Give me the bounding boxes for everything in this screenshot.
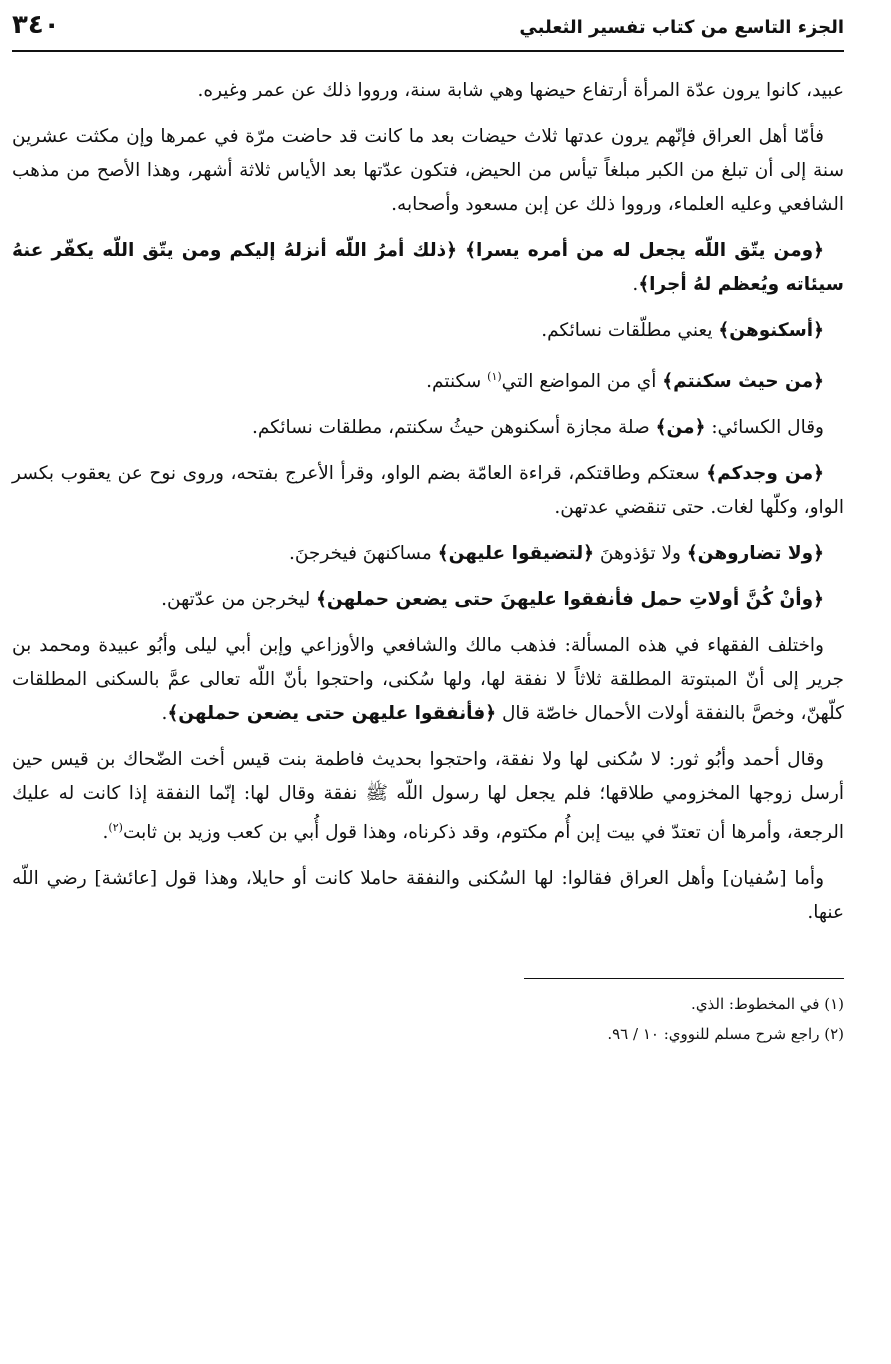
body-text [12,74,844,930]
footnote-ref-1[interactable]: (١) [487,370,502,383]
paragraph-3 [12,234,844,302]
paragraph-10-text: واختلف الفقهاء في هذه المسألة: فذهب مالك والشافعي والأوزاعي وإبن أبي ليلى وأبُو عبيدة ومحمد بن جرير إلى أنّ المبتوتة المطلقة ثلاثاً لا نفقة لها، ولها سُكنى، واحتجوا بأنّ اللّه تعالى عمَّ بالسكنى المطلقات كلّهنّ، وخصَّ بالنفقة أولات الأحمال خاصّة قال [12,635,844,725]
quran-phrase: ﴿من حيث سكنتم﴾ [662,371,824,393]
paragraph-5-end: سكنتم. [426,371,488,393]
footnote-ref-2[interactable]: (٢) [108,821,123,835]
paragraph-8-text: ولا تؤذوهنَ [594,543,687,565]
footnote-1: (١) في المخطوط: الذي. [691,995,844,1014]
quran-phrase: ﴿ولا تضاروهن﴾ [686,543,824,565]
quran-phrase: ﴿من وجدكم﴾ [706,463,824,485]
quran-phrase: ﴿لتضيقوا عليهن﴾ [437,543,594,565]
paragraph-10 [12,629,844,731]
paragraph-7 [12,457,844,525]
paragraph-6-text: وقال الكسائي: [705,417,824,439]
paragraph-4 [12,314,844,348]
footnotes [12,989,844,1049]
paragraph-2: فأمّا أهل العراق فإنّهم يرون عدتها ثلاث حيضات بعد ما كانت قد حاضت مرّة في عمرها وإن مكثت عشرين سنة إلى أن تبلغ من الكبر مبلغاً تيأس من الحيض، فتكون عدّتها بعد الأياس ثلاثة أشهر، وهذا الأصح من مذهب الشافعي وعليه العلماء، ورووا ذلك عن إبن مسعود وأصحابه. [12,126,844,215]
page [12,10,844,1049]
paragraph-11-end: . [102,822,109,844]
page-number: ٣٤٠ [12,10,60,40]
quran-phrase: ﴿من﴾ [655,417,706,439]
paragraph-12: وأما [سُفيان] وأهل العراق فقالوا: لها السُكنى والنفقة حاملا كانت أو حايلا، وهذا قول [عائشة] رضي اللّه عنها. [12,868,844,924]
quran-verse: ﴿ومن يتّق اللّه يجعل له من أمره يسرا﴾ ﴿ذلك أمرُ اللّه أنزلهُ إليكم ومن يتّق اللّه يكفّر عنهُ سيئاته ويُعظم لهُ أجرا﴾ [12,240,844,295]
footnote-divider [524,978,844,979]
paragraph-5 [12,360,844,399]
paragraph-5-text: أي من المواضع التي [501,371,663,393]
paragraph-11-text: وقال أحمد وأبُو ثور: لا سُكنى لها ولا نفقة، واحتجوا بحديث فاطمة بنت قيس أخت الضّحاك بن قيس حين أرسل زوجها المخزومي طلاقها؛ فلم يجعل لها رسول اللّه ﷺ نفقة وقال لها: إنّما النفقة إذا كانت له عليك الرجعة، وأمرها أن تعتدّ في بيت إبن أُم مكتوم، وقد ذكرناه، وهذا قول أُبي بن كعب وزيد بن ثابت [12,749,844,844]
footnote-2: (٢) راجع شرح مسلم للنووي: ١٠ / ٩٦. [607,1025,844,1044]
paragraph-6 [12,411,844,445]
paragraph-8-end: مساكنهنَ فيخرجنَ. [288,543,438,565]
paragraph-11 [12,743,844,850]
paragraph-10-end: . [161,703,168,725]
paragraph-4-text: يعني مطلّقات نسائكم. [541,320,719,341]
paragraph-3-end: . [632,274,639,295]
page-header [12,10,844,52]
paragraph-9-text: ليخرجن من عدّتهن. [161,589,317,611]
quran-phrase: ﴿أسكنوهن﴾ [718,320,824,341]
paragraph-1: عبيد، كانوا يرون عدّة المرأة أرتفاع حيضها وهي شابة سنة، ورووا ذلك عن عمر وغيره. [197,80,844,101]
paragraph-9 [12,583,844,617]
paragraph-6-end: صلة مجازة أسكنوهن حيثُ سكنتم، مطلقات نسائكم. [251,417,656,439]
quran-phrase: ﴿وأنْ كُنَّ أولاتِ حمل فأنفقوا عليهنَ حتى يضعن حملهن﴾ [316,589,824,611]
paragraph-8 [12,537,844,571]
running-title: الجزء التاسع من كتاب تفسير الثعلبي [519,17,844,38]
paragraph-7-text: سعتكم وطاقتكم، قراءة العامّة بضم الواو، وقرأ الأعرج بفتحه، وروى نوح عن يعقوب بكسر الواو، وكلّها لغات. حتى تنقضي عدتهن. [12,463,844,519]
quran-phrase: ﴿فأنفقوا عليهن حتى يضعن حملهن﴾ [167,703,497,725]
